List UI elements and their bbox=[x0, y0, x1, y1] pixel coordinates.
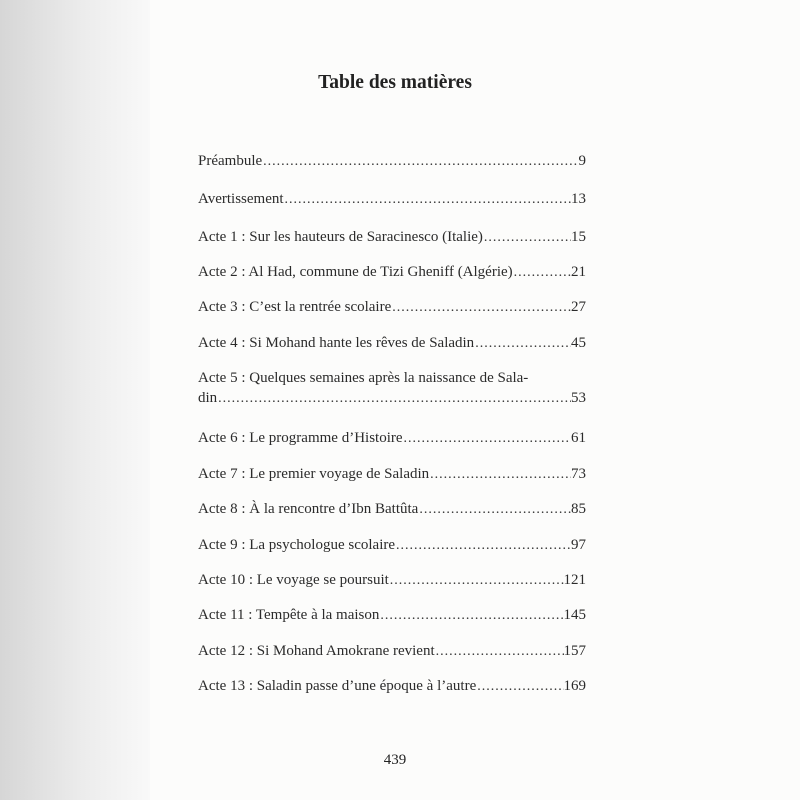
toc-entry-label: Acte 10 : Le voyage se poursuit bbox=[198, 572, 389, 588]
toc-entry-page: 61 bbox=[571, 430, 586, 446]
toc-entry-label: Préambule bbox=[198, 153, 263, 169]
toc-entry-acte-10 bbox=[198, 571, 586, 590]
toc-entry-label: Acte 13 : Saladin passe d’une époque à l’autre bbox=[198, 678, 477, 694]
leader-dots bbox=[262, 153, 578, 171]
leader-dots bbox=[513, 264, 571, 282]
leader-dots bbox=[474, 335, 571, 353]
toc-entry-page: 15 bbox=[571, 229, 586, 245]
leader-dots bbox=[403, 430, 571, 448]
page-gutter-shadow bbox=[0, 0, 150, 800]
page-number: 439 bbox=[383, 752, 407, 768]
toc-entry-page: 157 bbox=[563, 643, 586, 659]
toc-entry-page: 27 bbox=[571, 299, 586, 315]
toc-entry-acte-8 bbox=[198, 500, 586, 519]
toc-entry-acte-3 bbox=[198, 298, 586, 317]
toc-entry-page: 169 bbox=[563, 678, 586, 694]
toc-entry-label: Acte 11 : Tempête à la maison bbox=[198, 607, 380, 623]
leader-dots bbox=[429, 466, 571, 484]
toc-entry-acte-2 bbox=[198, 263, 586, 282]
toc-entry-page: 53 bbox=[571, 390, 586, 406]
toc-entry-page: 85 bbox=[571, 501, 586, 517]
leader-dots bbox=[435, 643, 564, 661]
toc-entry-page: 9 bbox=[578, 153, 586, 169]
toc-entry-page: 21 bbox=[571, 264, 586, 280]
leader-dots bbox=[389, 572, 564, 590]
toc-entry-label: Acte 4 : Si Mohand hante les rêves de Saladin bbox=[198, 335, 475, 351]
toc-entry-label-line1: Acte 5 : Quelques semaines après la naissance de Sala- bbox=[198, 370, 529, 386]
toc-entry-page: 121 bbox=[563, 572, 586, 588]
toc-entry-acte-11 bbox=[198, 606, 586, 625]
toc-entry-acte-13 bbox=[198, 677, 586, 696]
toc-entry-acte-5 bbox=[198, 369, 586, 408]
toc-entry-acte-4 bbox=[198, 334, 586, 353]
leader-dots bbox=[476, 678, 563, 696]
leader-dots bbox=[391, 299, 571, 317]
toc-entry-label: Acte 9 : La psychologue scolaire bbox=[198, 537, 396, 553]
toc-entry-label: Acte 6 : Le programme d’Histoire bbox=[198, 430, 403, 446]
toc-entry-page: 145 bbox=[563, 607, 586, 623]
toc-entry-preambule bbox=[198, 152, 586, 171]
toc-entry-acte-6 bbox=[198, 429, 586, 448]
leader-dots bbox=[284, 191, 571, 209]
toc-entry-label: Acte 12 : Si Mohand Amokrane revient bbox=[198, 643, 435, 659]
toc-entry-label: Acte 2 : Al Had, commune de Tizi Gheniff (Algérie) bbox=[198, 264, 513, 280]
toc-entry-label: Acte 8 : À la rencontre d’Ibn Battûta bbox=[198, 501, 419, 517]
leader-dots bbox=[483, 229, 571, 247]
toc-entry-label: Acte 7 : Le premier voyage de Saladin bbox=[198, 466, 430, 482]
toc-entry-acte-7 bbox=[198, 465, 586, 484]
toc-entry-acte-12 bbox=[198, 642, 586, 661]
toc-entry-label: Acte 3 : C’est la rentrée scolaire bbox=[198, 299, 392, 315]
leader-dots bbox=[379, 607, 563, 625]
toc-entry-acte-1 bbox=[198, 228, 586, 247]
toc-entry-label: Acte 1 : Sur les hauteurs de Saracinesco (Italie) bbox=[198, 229, 483, 245]
toc-entry-label-line2: din bbox=[198, 390, 218, 406]
leader-dots bbox=[418, 501, 571, 519]
toc-entry-page: 97 bbox=[571, 537, 586, 553]
toc-entry-acte-9 bbox=[198, 536, 586, 555]
leader-dots bbox=[217, 390, 571, 408]
toc-entry-label: Avertissement bbox=[198, 191, 284, 207]
toc-entry-page: 73 bbox=[571, 466, 586, 482]
leader-dots bbox=[395, 537, 571, 555]
toc-entry-page: 13 bbox=[571, 191, 586, 207]
page-title: Table des matières bbox=[318, 72, 472, 93]
toc-entry-avertissement bbox=[198, 190, 586, 209]
toc-entry-page: 45 bbox=[571, 335, 586, 351]
